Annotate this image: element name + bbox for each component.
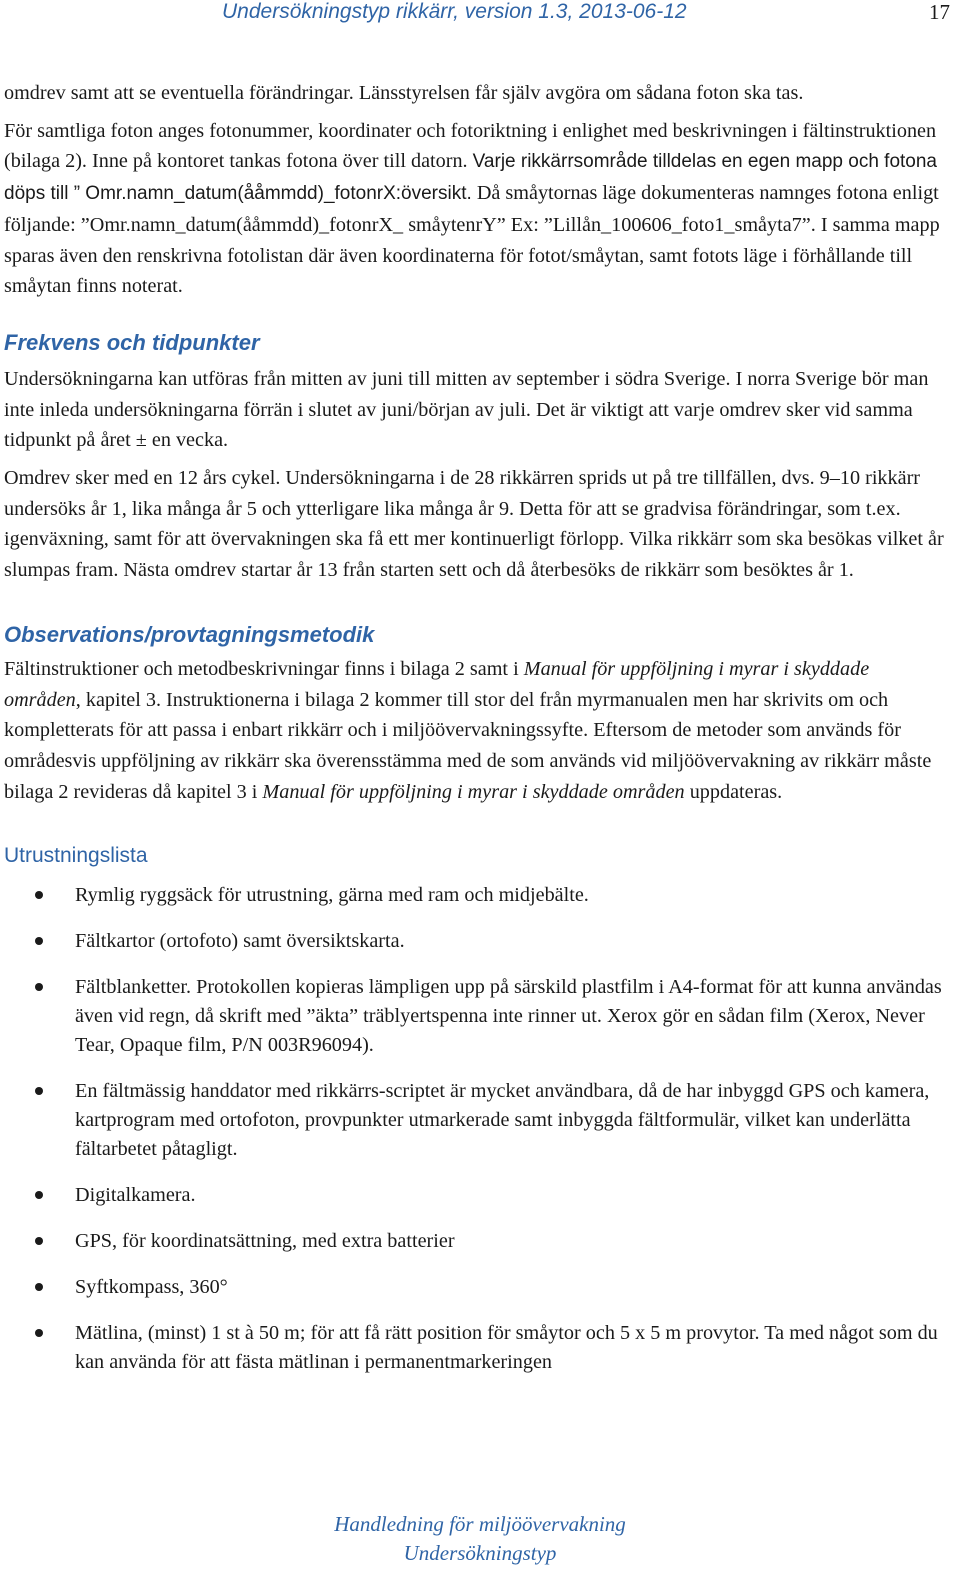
- bullet-icon: [35, 891, 43, 899]
- list-item-text: Fältkartor (ortofoto) samt översiktskarta.: [75, 930, 405, 953]
- observationer-text-c: uppdateras.: [684, 780, 783, 803]
- list-item: [4, 1077, 944, 1164]
- list-item: [4, 881, 944, 910]
- observationer-text-b: , kapitel 3. Instruktionerna i bilaga 2 kommer till stor del från myrmanualen men har skrivits om och kompletterats för att passa i enbart rikkärr och i miljöövervakningssyfte. Eftersom de metoder som används för områdesvis uppföljning av rikkärr ska överensstämma med de som används vid miljöövervakning av rikkärr måste bilaga 2 revideras då kapitel 3 i: [4, 688, 932, 803]
- running-header-title: Undersökningstyp rikkärr, version 1.3, 2013-06-12: [222, 0, 687, 23]
- list-item-text: En fältmässig handdator med rikkärrs-scriptet är mycket användbara, då de har inbyggd GPS och kamera, kartprogram med ortofoton, provpunkter utmarkerade samt inbyggda fältformulär, vilket kan underlätta fältarbetet påtagligt.: [75, 1080, 930, 1161]
- intro-paragraph-2: [4, 116, 944, 302]
- bullet-icon: [35, 1329, 43, 1337]
- footer-line-1: Handledning för miljöövervakning: [334, 1512, 626, 1536]
- footer-line-2: Undersökningstyp: [403, 1541, 557, 1565]
- manual-title-reference-1: Manual för uppföljning i myrar i skyddade områden: [4, 657, 870, 711]
- bullet-icon: [35, 1237, 43, 1245]
- intro-text-filename-rule: Varje rikkärrsområde tilldelas en egen mapp och fotona döps till ” Omr.namn_datum(ååmmdd)_fotonrX:översikt.: [4, 151, 937, 205]
- bullet-icon: [35, 983, 43, 991]
- list-item-text: Syftkompass, 360°: [75, 1276, 228, 1299]
- intro-text-serif-b: Då småytornas läge dokumenteras namnges fotona enligt följande: ”Omr.namn_datum(ååmmdd)_fotonrX_ småytenrY” Ex: ”Lillån_100606_foto1_småyta7”. I samma mapp sparas även den renskrivna fotolistan där även koordinaterna för fotot/småytan, samt fotots läge i förhållande till småytan finns noterat.: [4, 182, 940, 298]
- page-number: 17: [929, 0, 950, 24]
- bullet-icon: [35, 1191, 43, 1199]
- list-item-text: Mätlina, (minst) 1 st à 50 m; för att få rätt position för småytor och 5 x 5 m provytor. Ta med något som du kan använda för att fästa mätlinan i permanentmarkeringen: [75, 1322, 938, 1374]
- intro-paragraph-1: omdrev samt att se eventuella förändringar. Länsstyrelsen får själv avgöra om sådana foton ska tas.: [4, 82, 804, 104]
- list-item: [4, 1273, 944, 1302]
- frekvens-paragraph-2: Omdrev sker med en 12 års cykel. Undersökningarna i de 28 rikkärren sprids ut på tre tillfällen, dvs. 9–10 rikkärr undersöks år 1, lika många år 5 och ytterligare lika många år 9. Detta för att se gradvisa förändringar, som t.ex. igenväxning, samt för att övervakningen ska få ett mer kontinuerligt förlopp. Vilka rikkärr som ska besökas vilket år slumpas fram. Nästa omdrev startar år 13 från starten sett och då återbesöks de rikkärr som besöktes år 1.: [4, 467, 944, 582]
- section-heading-frekvens: Frekvens och tidpunkter: [4, 329, 260, 355]
- list-item: [4, 1319, 944, 1377]
- list-item: [4, 973, 944, 1060]
- intro-text-serif-a: För samtliga foton anges fotonummer, koordinater och fotoriktning i enlighet med beskrivningen i fältinstruktionen (bilaga 2). Inne på kontoret tankas fotona över till datorn.: [4, 119, 937, 173]
- manual-title-reference-2: Manual för uppföljning i myrar i skyddade områden: [262, 780, 685, 803]
- page-footer: [0, 1510, 960, 1568]
- page-body: [4, 78, 944, 1394]
- list-item: [4, 1227, 944, 1256]
- subsection-heading-utrustning: Utrustningslista: [4, 844, 148, 868]
- observationer-text-a: Fältinstruktioner och metodbeskrivningar finns i bilaga 2 samt i: [4, 657, 524, 680]
- equipment-list: [4, 881, 944, 1377]
- bullet-icon: [35, 937, 43, 945]
- bullet-icon: [35, 1283, 43, 1291]
- bullet-icon: [35, 1087, 43, 1095]
- list-item: [4, 1181, 944, 1210]
- list-item-text: Digitalkamera.: [75, 1184, 196, 1207]
- frekvens-paragraph-1: Undersökningarna kan utföras från mitten av juni till mitten av september i södra Sverige. I norra Sverige bör man inte inleda undersökningarna förrän i slutet av juni/början av juli. Det är viktigt att varje omdrev sker vid samma tidpunkt på året ± en vecka.: [4, 367, 929, 452]
- list-item-text: Rymlig ryggsäck för utrustning, gärna med ram och midjebälte.: [75, 884, 589, 907]
- list-item: [4, 927, 944, 956]
- list-item-text: GPS, för koordinatsättning, med extra batterier: [75, 1230, 455, 1253]
- observationer-paragraph: [4, 654, 944, 808]
- section-heading-observationer: Observations/provtagningsmetodik: [4, 621, 375, 647]
- list-item-text: Fältblanketter. Protokollen kopieras lämpligen upp på särskild plastfilm i A4-format för att kunna användas även vid regn, då skrift med ”äkta” träblyertspenna inte rinner ut. Xerox gör en sådan film (Xerox, Never Tear, Opaque film, P/N 003R96094).: [75, 976, 942, 1057]
